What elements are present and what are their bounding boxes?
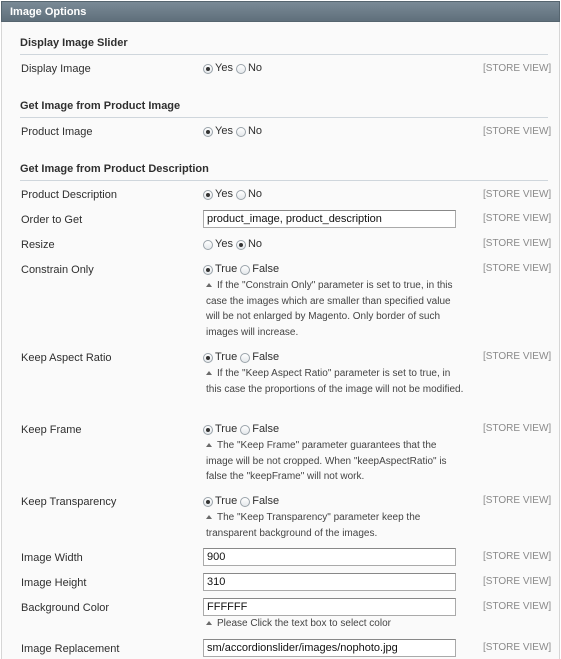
radio-checked-icon[interactable] xyxy=(203,127,213,137)
section-title-slider: Display Image Slider xyxy=(20,37,548,55)
label-constrain-only: Constrain Only xyxy=(21,264,94,276)
hint-arrow-icon xyxy=(206,621,212,625)
radio-unchecked-icon[interactable] xyxy=(240,265,250,275)
radio-checked-icon[interactable] xyxy=(203,425,213,435)
hint-arrow-icon xyxy=(206,283,212,287)
label-keep-frame: Keep Frame xyxy=(21,424,82,436)
radio-checked-icon[interactable] xyxy=(203,265,213,275)
radio-keep-aspect-ratio-false[interactable]: False xyxy=(240,351,279,364)
radio-checked-icon[interactable] xyxy=(203,353,213,363)
radio-product-image-yes[interactable]: Yes xyxy=(203,125,233,138)
radio-group-constrain-only xyxy=(203,263,282,276)
radio-keep-frame-false[interactable]: False xyxy=(240,423,279,436)
label-image-replacement: Image Replacement xyxy=(21,643,120,655)
label-display-image: Display Image xyxy=(21,63,91,75)
scope-label: [STORE VIEW] xyxy=(483,351,552,362)
panel-title: Image Options xyxy=(10,6,87,18)
scope-label: [STORE VIEW] xyxy=(483,63,552,74)
hint-arrow-icon xyxy=(206,515,212,519)
hint-keep-aspect-ratio: If the "Keep Aspect Ratio" parameter is set to true, in this case the proportions of the image will not be modified. xyxy=(206,368,464,395)
radio-unchecked-icon[interactable] xyxy=(236,190,246,200)
radio-display-image-yes[interactable]: Yes xyxy=(203,62,233,75)
section-title-product-image: Get Image from Product Image xyxy=(20,100,548,118)
hint-keep-frame: The "Keep Frame" parameter guarantees that the image will be not cropped. When "keepAspectRatio" is false the "keepFrame" will not work. xyxy=(206,440,447,482)
order-to-get-input[interactable] xyxy=(203,210,456,228)
label-resize: Resize xyxy=(21,239,55,251)
radio-checked-icon[interactable] xyxy=(236,240,246,250)
radio-unchecked-icon[interactable] xyxy=(236,64,246,74)
radio-unchecked-icon[interactable] xyxy=(240,425,250,435)
label-product-description: Product Description xyxy=(21,189,117,201)
radio-product-image-no[interactable]: No xyxy=(236,125,262,138)
scope-label: [STORE VIEW] xyxy=(483,495,552,506)
radio-group-display-image xyxy=(203,62,265,75)
radio-group-product-image xyxy=(203,125,265,138)
radio-unchecked-icon[interactable] xyxy=(203,240,213,250)
radio-keep-transparency-false[interactable]: False xyxy=(240,495,279,508)
label-keep-transparency: Keep Transparency xyxy=(21,496,117,508)
label-image-width: Image Width xyxy=(21,552,83,564)
radio-group-keep-transparency xyxy=(203,495,282,508)
radio-checked-icon[interactable] xyxy=(203,497,213,507)
hint-arrow-icon xyxy=(206,371,212,375)
hint-keep-transparency: The "Keep Transparency" parameter keep the transparent background of the images. xyxy=(206,512,421,539)
scope-label: [STORE VIEW] xyxy=(483,213,552,224)
radio-keep-aspect-ratio-true[interactable]: True xyxy=(203,351,237,364)
radio-constrain-only-true[interactable]: True xyxy=(203,263,237,276)
scope-label: [STORE VIEW] xyxy=(483,642,552,653)
hint-background-color: Please Click the text box to select color xyxy=(206,616,466,632)
scope-label: [STORE VIEW] xyxy=(483,126,552,137)
radio-product-description-no[interactable]: No xyxy=(236,188,262,201)
radio-product-description-yes[interactable]: Yes xyxy=(203,188,233,201)
radio-unchecked-icon[interactable] xyxy=(240,353,250,363)
image-width-input[interactable] xyxy=(203,548,456,566)
radio-keep-transparency-true[interactable]: True xyxy=(203,495,237,508)
radio-resize-no[interactable]: No xyxy=(236,238,262,251)
radio-checked-icon[interactable] xyxy=(203,190,213,200)
label-order-to-get: Order to Get xyxy=(21,214,83,226)
scope-label: [STORE VIEW] xyxy=(483,601,552,612)
image-height-input[interactable] xyxy=(203,573,456,591)
radio-resize-yes[interactable]: Yes xyxy=(203,238,233,251)
panel-header[interactable] xyxy=(1,1,560,22)
radio-constrain-only-false[interactable]: False xyxy=(240,263,279,276)
background-color-input[interactable] xyxy=(203,598,456,616)
scope-label: [STORE VIEW] xyxy=(483,263,552,274)
label-background-color: Background Color xyxy=(21,602,110,614)
label-image-height: Image Height xyxy=(21,577,87,589)
radio-checked-icon[interactable] xyxy=(203,64,213,74)
radio-group-keep-aspect-ratio xyxy=(203,351,282,364)
scope-label: [STORE VIEW] xyxy=(483,551,552,562)
radio-group-keep-frame xyxy=(203,423,282,436)
radio-group-product-description xyxy=(203,188,265,201)
hint-arrow-icon xyxy=(206,443,212,447)
radio-display-image-no[interactable]: No xyxy=(236,62,262,75)
hint-constrain-only: If the "Constrain Only" parameter is set to true, in this case the images which are smaller than specified value will be not enlarged by Magento. Only border of such images will increase. xyxy=(206,280,453,338)
label-keep-aspect-ratio: Keep Aspect Ratio xyxy=(21,352,112,364)
section-title-product-description: Get Image from Product Description xyxy=(20,163,548,181)
scope-label: [STORE VIEW] xyxy=(483,189,552,200)
radio-group-resize xyxy=(203,238,265,251)
radio-keep-frame-true[interactable]: True xyxy=(203,423,237,436)
radio-unchecked-icon[interactable] xyxy=(236,127,246,137)
scope-label: [STORE VIEW] xyxy=(483,576,552,587)
label-product-image: Product Image xyxy=(21,126,93,138)
scope-label: [STORE VIEW] xyxy=(483,423,552,434)
scope-label: [STORE VIEW] xyxy=(483,238,552,249)
radio-unchecked-icon[interactable] xyxy=(240,497,250,507)
image-replacement-input[interactable] xyxy=(203,639,456,657)
